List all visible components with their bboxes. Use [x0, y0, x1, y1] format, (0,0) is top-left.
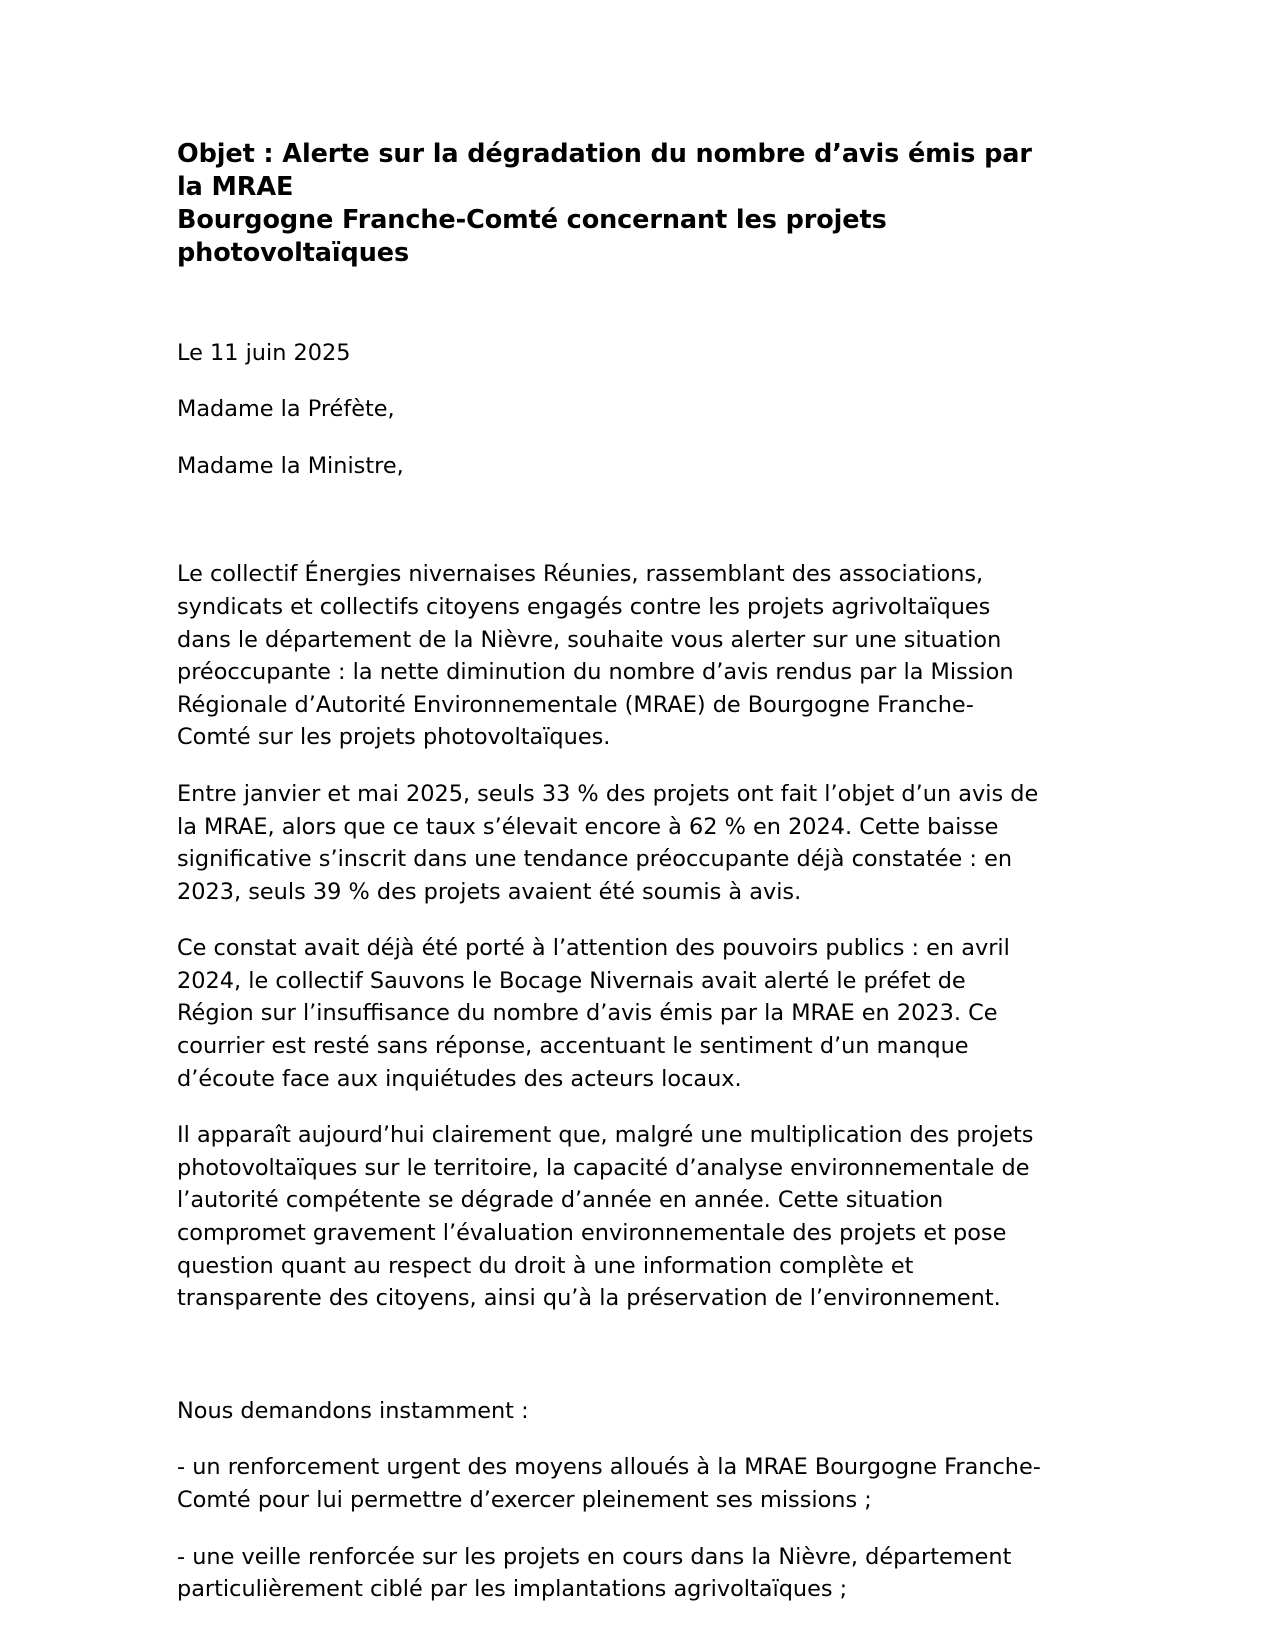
- demands-intro: Nous demandons instamment :: [177, 1397, 529, 1424]
- spacer-before-demands: [177, 1339, 1045, 1395]
- page-title-line-2: Bourgogne Franche-Comté concernant les projets photovoltaïques: [177, 205, 887, 269]
- demand-item-1: - un renforcement urgent des moyens alloués à la MRAE Bourgogne Franche-Comté pour lui permettre d’exercer pleinement ses missions ;: [177, 1454, 1041, 1513]
- letter-date: Le 11 juin 2025: [177, 339, 351, 366]
- document-content: [177, 138, 1045, 1630]
- body-paragraph-2: Entre janvier et mai 2025, seuls 33 % des projets ont fait l’objet d’un avis de la MRAE, alors que ce taux s’élevait encore à 62 % en 2024. Cette baisse significative s’inscrit dans une tendance préoccupante déjà constatée : en 2023, seuls 39 % des projets avaient été soumis à avis.: [177, 780, 1039, 905]
- body-paragraph-1: Le collectif Énergies nivernaises Réunies, rassemblant des associations, syndicats et collectifs citoyens engagés contre les projets agrivoltaïques dans le département de la Nièvre, souhaite vous alerter sur une situation préoccupante : la nette diminution du nombre d’avis rendus par la Mission Régionale d’Autorité Environnementale (MRAE) de Bourgogne Franche-Comté sur les projets photovoltaïques.: [177, 561, 1014, 751]
- spacer-after-title: [177, 271, 1045, 337]
- salutation-prefete: Madame la Préfète,: [177, 396, 395, 423]
- body-paragraph-4: Il apparaît aujourd’hui clairement que, malgré une multiplication des projets photovoltaïques sur le territoire, la capacité d’analyse environnementale de l’autorité compétente se dégrade d’année en année. Cette situation compromet gravement l’évaluation environnementale des projets et pose question quant au respect du droit à une information complète et transparente des citoyens, ainsi qu’à la préservation de l’environnement.: [177, 1122, 1034, 1312]
- salutation-ministre: Madame la Ministre,: [177, 452, 404, 479]
- demand-item-2: - une veille renforcée sur les projets en cours dans la Nièvre, département particulièrement ciblé par les implantations agrivoltaïques ;: [177, 1543, 1012, 1603]
- page-title: [177, 138, 1045, 271]
- body-paragraph-3: Ce constat avait déjà été porté à l’attention des pouvoirs publics : en avril 2024, le collectif Sauvons le Bocage Nivernais avait alerté le préfet de Région sur l’insuffisance du nombre d’avis émis par la MRAE en 2023. Ce courrier est resté sans réponse, accentuant le sentiment d’un manque d’écoute face aux inquiétudes des acteurs locaux.: [177, 935, 1010, 1092]
- page-title-line-1: Objet : Alerte sur la dégradation du nombre d’avis émis par la MRAE: [177, 139, 1032, 203]
- spacer-before-body: [177, 506, 1045, 558]
